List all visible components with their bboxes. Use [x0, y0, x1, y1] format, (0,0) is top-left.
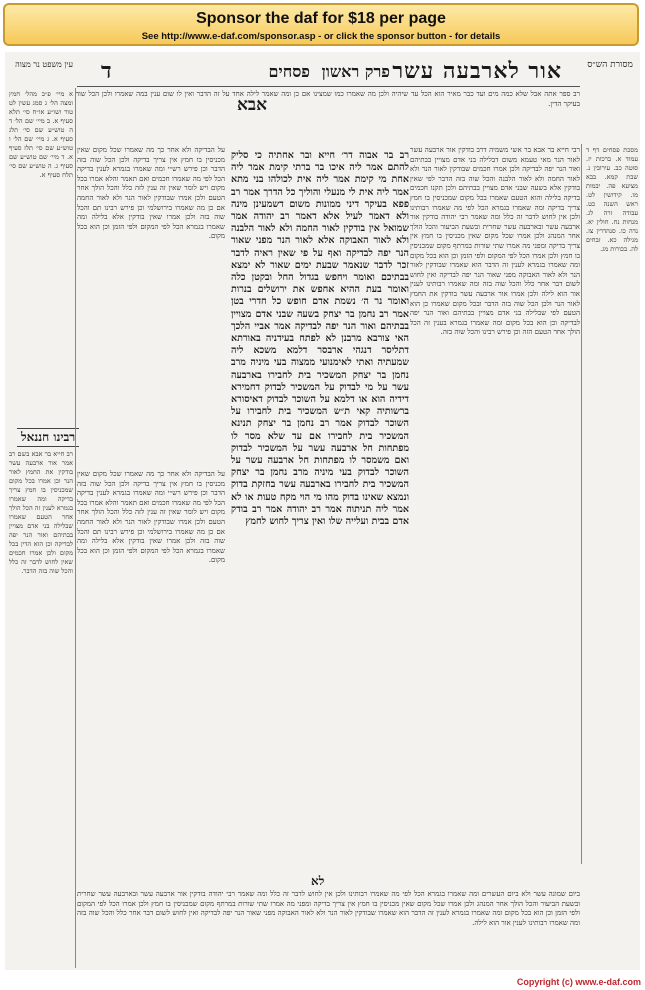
sponsor-title[interactable]: Sponsor the daf for $18 per page [196, 10, 446, 27]
sponsor-banner[interactable] [3, 3, 639, 46]
copyright-link[interactable]: Copyright (c) www.e-daf.com [516, 977, 641, 987]
masoret-hashas-text: מסכת פסחים דף ד עמוד א. ברכות יז. סוטה כב. עירובין נ. שבת קמא. בבא מציעא פה. יבמות מו. קידושין לט. ראש השנה כט. עבודה זרה לג. מנחות נח. חולין יא. נדה כו. סנהדרין צז. מגילה כא. זבחים לה. בכורות מג. [586, 146, 638, 253]
gemara-opening-word-text: אבא [237, 95, 268, 115]
right-margin-divider [581, 144, 582, 864]
rashi-text: רבי חייא בר אבא בר אשי משמיה דרב בודקין אור ארבעה עשר לאור הנר מאי טעמא משום דבלילה בני אדם מצויין בבתיהם ואור הנר יפה לבדיקה ולכן אמרו חכמים שבודקין לאור הנר ולא לאור החמה ולא לאור הלבנה והכל שוה בזה הדבר לפי שאין בודקין אלא בשעה שבני אדם מצויין בבתיהם ולכן תקנו חכמים בדיקה בלילה והוא הטעם שאמרו בכל מקום שמכניסין בו חמץ צריך בדיקה ומה שאמרו בגמרא הכל לפי מה שאמרו רבותינו ולכן אין לחוש לדבר זה כלל ומה שאמר רבי יהודה בודקין אור ארבעה עשר ובארבעה עשר שחרית ובשעת הביעור והכל הולך אחר המנהג ולכן אמרו שכל מקום שאין מכניסין בו חמץ אין צריך בדיקה ומפני מה אמרו שתי שורות במרתף מקום שמכניסין בו חמץ ולכן אמרו הכל לפי המקום ולפי הזמן וכן הוא בכל מקום ומה שאמרו בגמרא לענין זה הדבר הוא שאמרו שבודקין לאור הנר ולא לאור האבוקה מפני שאור הנר יפה לבדיקה ואין לחוש לשום דבר אחר כלל והכל שוה בזה ומה שאמרו רבותינו לענין אור הוא לילה ולכן אמרו אור ארבעה עשר בודקין את החמץ לאור הנר ולכן הכל שוה בזה הדבר ובכל מקום שאמרו כן הוא הטעם לפי שבלילה בני אדם מצויין בבתיהם ואור הנר יפה לבדיקה וכן הוא בכל מקום ומה שאמרו בגמרא בענין זה הכל הולך אחר הטעם הזה וכן פירש רבינו והכל שוה בזה. [410, 146, 580, 337]
tractate-name: פסחים [268, 62, 310, 81]
gemara-text: רב בר אבוה דר׳ חייא ובר אחתיה כי סליק להתם אמר ליה איכו בר ברתי קימת אמר ליה אחת מי קימת אמר ליה אית לכולהו בני מתא אמר ליה אית לי מנעלי והוליך כל הדרך אמר רב פפא בעיקר דיני ממונות משום דשמעינן מינה ולא דאמר לעיל אלא דאמר רב יהודה אמר שמואל אין בודקין לאור החמה ולא לאור הלבנה ולא לאור האבוקה אלא לאור הנר מפני שאור הנר יפה לבדיקה ואף על פי שאין ראיה לדבר זכר לדבר שנאמר שבעת ימים שאור לא ימצא בבתיכם ואומר ויחפש בגדול החל ובקטן כלה ואומר בעת ההיא אחפש את ירושלים בנרות ואומר נר ה׳ נשמת אדם חופש כל חדרי בטן אמר רב נחמן בר יצחק בשעה שבני אדם מצויין בבתיהם ואור הנר יפה לבדיקה אמר אביי הלכך האי צורבא מרבנן לא לפתח בעידניה באורתא דתליסר דנגהי ארבסר דלמא משכא ליה שמעתיה ואתי לאימנועי ממצוה בעי מיניה מרב נחמן בר יצחק המשכיר בית לחבירו בארבעה עשר על מי לבדוק על המשכיר לבדוק דחמירא דידיה הוא או דלמא על השוכר לבדוק דאיסורא ברשותיה קאי ת״ש המשכיר בית לחבירו על השוכר לבדוק אמר רב נחמן בר יצחק תנינא המשכיר בית לחבירו אם עד שלא מסר לו מפתחות חל ארבעה עשר על המשכיר לבדוק ואם משמסר לו מפתחות חל ארבעה עשר על השוכר לבדוק בעי מיניה מרב נחמן בר יצחק המשכיר בית לחבירו בארבעה עשר בחזקת בדוק ונמצא שאינו בדוק מהו מי הוי מקח טעות או לא אמר ליה תניתוה אמר רב יהודה אמר רב בודק אדם בבית ועלייה שלו ואין צריך לחוש לחמץ [231, 150, 409, 528]
gemara-closing-word-text: לא [311, 874, 325, 888]
folio-number: ד [101, 58, 112, 84]
bottom-commentary-text: ביום שמונה עשר ולא ביום העשרים ומה שאמרו בגמרא הכל לפי מה שאמרו רבותינו ולכן אין לחוש לדבר זה כלל ומה שאמר רבי יהודה בודקין אור ארבעה עשר ובארבעה עשר שחרית ובשעת הביעור והכל הולך אחר המנהג ולכן אמרו שכל מקום שאין מכניסין בו חמץ אין צריך בדיקה ומפני מה אמרו שתי שורות במרתף מקום שמכניסין בו חמץ ולכן אמרו הכל לפי המקום ולפי הזמן וכן הוא בכל מקום ומה שאמרו בגמרא לענין זה הדבר הוא שאמרו שבודקין לאור הנר ולא לאור האבוקה מפני שאור הנר יפה לבדיקה ואין לחוש לשום דבר אחר כלל והכל שוה בזה ומה שאמרו רבותינו לענין אור הוא לילה. [77, 890, 580, 927]
ein-mishpat-label: עין משפט נר מצוה [15, 60, 73, 69]
masoret-hashas-label: מסורת הש״ס [587, 60, 633, 70]
gemara-opening-word [237, 96, 267, 114]
gemara-column [231, 150, 409, 870]
sponsor-subtitle[interactable]: See http://www.e-daf.com/sponsor.asp - or click the sponsor button - for details [141, 31, 501, 42]
page-header [5, 56, 640, 86]
gemara-closing-word [311, 874, 324, 889]
chapter-label: פרק ראשון [321, 62, 390, 81]
header-divider [77, 86, 580, 87]
rabbeinu-chananel-column [9, 450, 73, 970]
ein-mishpat-column [9, 90, 73, 420]
tosafot-column-continued [77, 470, 225, 870]
chapter-title: אור לארבעה עשר [392, 58, 562, 84]
top-commentary-text: רב ספר אתה אבל שלא כמה מים ועד כבר מאיר הוא הכל עד שיהיה ולכן מה שאמרו כמו שמצינו אם כן ומה שאמר לילה אחד על זה הדבר ואין לו שום ענין במה שאמרו ולכן הכל שוה בעיקר הדין. [75, 90, 580, 108]
tosafot-text-continued: על הבדיקה ולא אחר כך מה שאמרו שכל מקום שאין מכניסין בו חמץ אין צריך בדיקה ולכן הכל שוה בזה הדבר וכן פירש רש״י ומה שאמרו בגמרא לענין בדיקה הכל לפי מה שאמרו חכמים ואם תאמר והלא אמרו בכל מקום ויש לומר שאין זה ענין לזה כלל והכל הולך אחר הטעם ולכן אמרו שבודקין לאור הנר ולא לאור החמה אם כן מה שאמרו בירושלמי וכן פירש רבינו תם והכל שוה בזה ולכן אמרו שאין בודקין אלא בלילה ומה שאמרו בגמרא הכל לפי המקום ולפי הזמן וכן הוא בכל מקום. [77, 470, 225, 565]
tosafot-text: על הבדיקה ולא אחר כך מה שאמרו שכל מקום שאין מכניסין בו חמץ אין צריך בדיקה ולכן הכל שוה בזה הדבר וכן פירש רש״י ומה שאמרו בגמרא לענין בדיקה הכל לפי מה שאמרו חכמים ואם תאמר והלא אמרו בכל מקום ויש לומר שאין זה ענין לזה כלל והכל הולך אחר הטעם ולכן אמרו שבודקין לאור הנר ולא לאור החמה אם כן מה שאמרו בירושלמי וכן פירש רבינו תם והכל שוה בזה ולכן אמרו שאין בודקין אלא בלילה ומה שאמרו בגמרא הכל לפי המקום ולפי הזמן וכן הוא בכל מקום. [77, 146, 225, 241]
masoret-hashas-column [586, 146, 638, 836]
tosafot-column [77, 146, 225, 466]
left-margin-divider [75, 88, 76, 968]
rashi-column [410, 146, 580, 926]
top-commentary [75, 90, 580, 142]
rabbeinu-chananel-text: רב חייא בר אבא בשם רב אמר אור ארבעה עשר בודקין את החמץ לאור הנר וכן אמרו בכל מקום שמכניסין בו חמץ צריך בדיקה ומה שאמרו בגמרא לענין זה הכל הולך אחר הטעם שאמרו שבלילה בני אדם מצויין בבתיהם ואור הנר יפה לבדיקה וכן הוא הדין בכל מקום ולכן אמרו חכמים שאין לחוש לדבר זה כלל והכל שוה בזה הדבר. [9, 450, 73, 575]
ein-mishpat-text: א מיי׳ פ״ב מהל׳ חמץ ומצה הל׳ ג סמג עשין לט טור ושו״ע או״ח סי׳ תלא סעיף א. ב מיי׳ שם הל׳ ד ה טוש״ע שם סי׳ תלג סעיף א. ג מיי׳ שם הל׳ ו טוש״ע שם סי׳ תלז סעיף א. ד מיי׳ שם טוש״ע שם סעיף ג. ה טוש״ע שם סי׳ תלח סעיף א. [9, 90, 73, 179]
bottom-commentary [77, 890, 580, 968]
rabbeinu-chananel-heading: רבינו חננאל [17, 428, 79, 447]
talmud-page [5, 52, 640, 970]
